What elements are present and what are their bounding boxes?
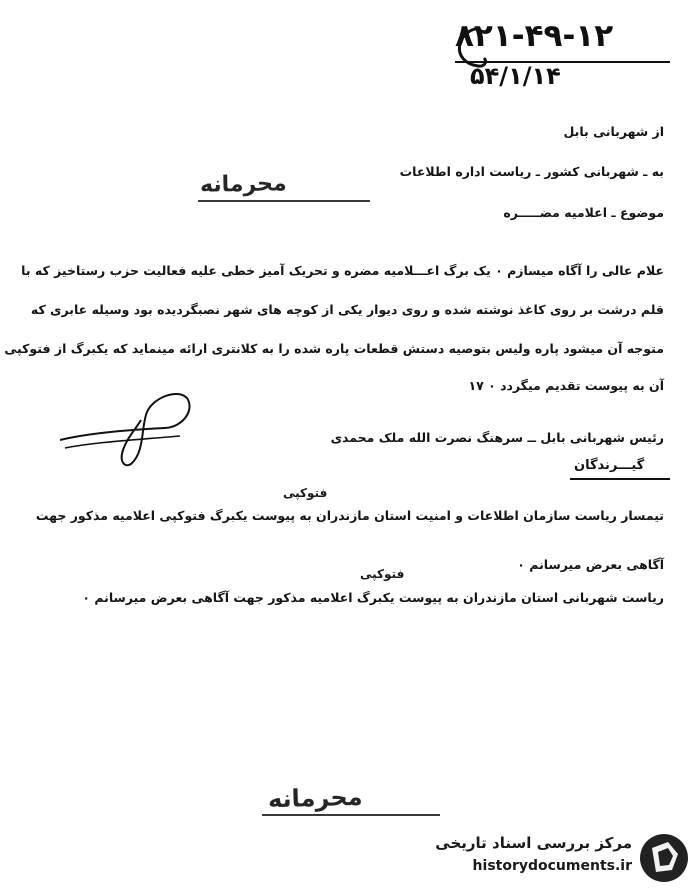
confidential-stamp-bottom: محرمانه	[267, 782, 363, 814]
archive-watermark	[415, 832, 690, 884]
archive-logo-icon	[638, 832, 690, 884]
recipients-heading: گیـــرندگان	[574, 458, 645, 473]
confidential-stamp-bottom-underline	[262, 814, 440, 816]
sender-line: از شهربانی بابل	[563, 124, 664, 139]
body-line-4: آن به پیوست تقدیم میگردد ۰ ۱۷	[468, 378, 664, 393]
body-line-3: متوجه آن میشود پاره ولیس بتوصیه دستش قطعات پاره شده را به کلانتری ارائه مینماید که یکبرگ از فتوکپی	[4, 341, 664, 356]
confidential-stamp: محرمانه	[199, 171, 287, 198]
subject-line: موضوع ـ اعلامیه مضـــــره	[503, 205, 664, 220]
recipients-heading-underline	[570, 478, 670, 480]
insertion-note: فتوکپی	[360, 567, 405, 581]
document-date: ۵۴/۱/۱۴	[470, 62, 561, 90]
recipient-1-line-1: تیمسار ریاست سازمان اطلاعات و امنیت استان مازندران به پیوست یکبرگ فتوکپی اعلامیه مذکور جهت	[35, 508, 664, 523]
archive-url: historydocuments.ir	[472, 858, 632, 874]
handwritten-signature	[55, 390, 205, 470]
recipient-1-line-2: آگاهی بعرض میرسانم ۰	[517, 557, 664, 572]
archive-name: مرکز بررسی اسناد تاریخی	[435, 834, 632, 852]
signature-line: رئیس شهربانی بابل ــ سرهنگ نصرت الله ملک محمدی	[330, 430, 664, 445]
reference-number: ۸۲۱-۴۹-۱۲	[455, 18, 614, 54]
body-line-1: علام عالی را آگاه میسازم ۰ یک برگ اعـــلامیه مضره و تحریک آمیز خطی علیه فعالیت حزب رستاخیز که با	[21, 263, 664, 278]
confidential-stamp-underline	[198, 200, 370, 202]
overwrite-note: فتوکپی	[283, 486, 328, 500]
recipient-2-line: ریاست شهربانی استان مازندران به پیوست یکبرگ اعلامیه مذکور جهت آگاهی بعرض میرسانم ۰	[82, 590, 664, 605]
body-line-2: قلم درشت بر روی کاغذ نوشته شده و روی دیوار یکی از کوچه های شهر نصبگردیده بود وسیله عابری که	[30, 302, 664, 317]
recipient-line: به ـ شهربانی کشور ـ ریاست اداره اطلاعات	[399, 164, 664, 179]
